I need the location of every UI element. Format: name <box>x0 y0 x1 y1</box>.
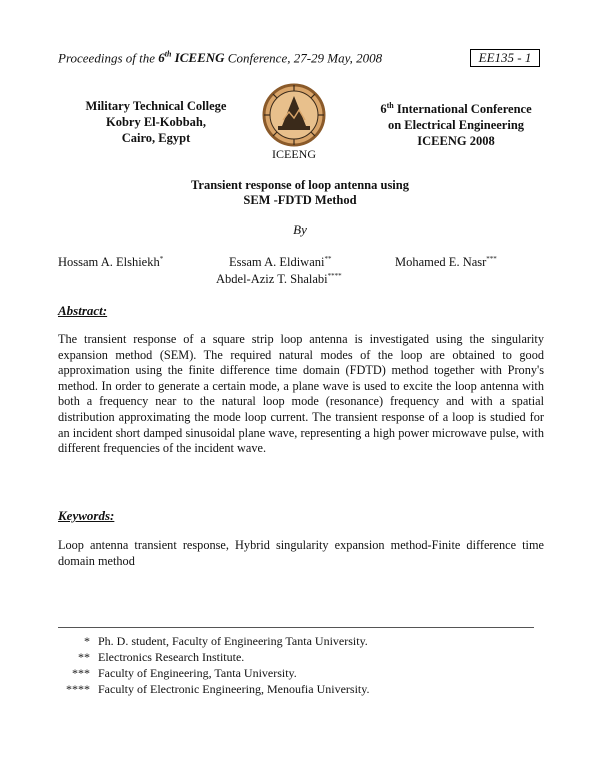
author-2: Essam A. Eldiwani** <box>229 255 332 270</box>
header-ordinal: 6th ICEENG <box>158 50 225 66</box>
title-line2: SEM -FDTD Method <box>243 193 357 207</box>
abstract-heading: Abstract: <box>58 303 108 318</box>
keywords-heading: Keywords: <box>58 508 115 523</box>
author-4: Abdel-Aziz T. Shalabi**** <box>216 272 342 287</box>
institution-left-line2: Kobry El-Kobbah, <box>105 115 207 129</box>
footnote-divider <box>58 627 534 628</box>
author-3: Mohamed E. Nasr*** <box>395 255 497 270</box>
paper-id-box: EE135 - 1 <box>470 49 540 67</box>
abstract-text: The transient response of a square strip loop antenna is investigated using the singularity expansion method (SEM). The required natural modes of the loop are obtained to good approximation using the finite difference time domain (FDTD) method together with Prony's method. In order to generate a certain mode, a plane wave is used to excite the loop antenna with both a frequency near to the natural loop mode (resonance) frequency and with a spatial distribution approximating the mode loop current. The transient response of a loop is studied for an incident short damped sinusoidal plane wave, representing a high power microwave pulse, with different frequencies of the incident wave. <box>58 332 544 456</box>
paper-title <box>60 178 540 208</box>
institution-right <box>346 98 566 149</box>
institution-right-line3: ICEENG 2008 <box>417 134 495 149</box>
institution-right-line2: on Electrical Engineering <box>387 118 525 133</box>
by-label: By <box>293 222 307 237</box>
keywords-text: Loop antenna transient response, Hybrid singularity expansion method-Finite difference time domain method <box>58 538 544 568</box>
footnote-4: **** Faculty of Electronic Engineering, Menoufia University. <box>66 682 370 696</box>
logo-caption: ICEENG <box>272 147 316 161</box>
footnote-1: * Ph. D. student, Faculty of Engineering Tanta University. <box>84 634 368 648</box>
proceedings-header <box>58 50 382 66</box>
header-suffix: Conference, 27-29 May, 2008 <box>224 50 383 66</box>
institution-left-line1: Military Technical College <box>85 99 227 113</box>
institution-left <box>56 98 256 146</box>
institution-right-line1: 6th International Conference <box>380 101 532 117</box>
iceeng-emblem-icon <box>256 82 332 148</box>
title-line1: Transient response of loop antenna using <box>191 178 409 192</box>
institution-left-line3: Cairo, Egypt <box>121 131 191 145</box>
author-1: Hossam A. Elshiekh* <box>58 255 164 270</box>
iceeng-logo <box>256 82 332 162</box>
footnote-3: *** Faculty of Engineering, Tanta University. <box>72 666 297 680</box>
footnote-2: ** Electronics Research Institute. <box>78 650 245 664</box>
header-prefix: Proceedings of the <box>58 50 159 66</box>
